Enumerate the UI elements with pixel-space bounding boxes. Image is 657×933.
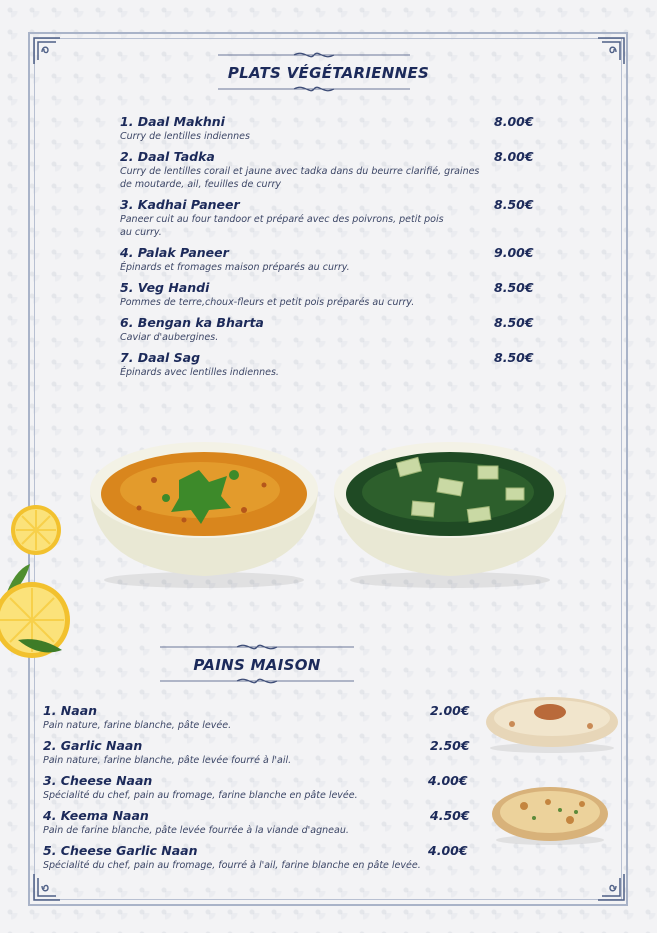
item-price: 4.50€ <box>430 808 470 823</box>
menu-item <box>120 114 490 143</box>
item-description: Pommes de terre,choux-fleurs et petit pois préparés au curry. <box>120 297 415 308</box>
item-price: 4.00€ <box>428 843 468 858</box>
item-description: Curry de lentilles indiennes <box>120 131 250 142</box>
item-price: 8.50€ <box>494 315 534 330</box>
corner-ornament-icon <box>596 872 626 902</box>
item-description: Spécialité du chef, pain au fromage, fourré à l'ail, farine blanche en pâte levée. <box>43 860 421 871</box>
item-description: Pain de farine blanche, pâte levée fourrée à la viande d'agneau. <box>43 825 349 836</box>
item-name: 1. Daal Makhni <box>120 114 225 129</box>
item-description: Épinards et fromages maison préparés au curry. <box>120 262 350 273</box>
item-price: 8.00€ <box>494 149 534 164</box>
item-name: 2. Garlic Naan <box>43 738 143 753</box>
item-name: 5. Cheese Garlic Naan <box>43 843 198 858</box>
naan-image <box>482 690 622 758</box>
palak-paneer-bowl-image <box>328 430 572 590</box>
item-price: 8.50€ <box>494 197 534 212</box>
menu-item <box>120 197 450 239</box>
menu-item <box>43 738 473 767</box>
dal-bowl-image <box>84 430 324 590</box>
item-description: Caviar d'aubergines. <box>120 332 219 343</box>
lemon-decoration-image <box>0 500 80 674</box>
corner-ornament-icon <box>32 872 62 902</box>
divider-ornament-icon <box>160 642 354 652</box>
item-name: 6. Bengan ka Bharta <box>120 315 264 330</box>
divider-ornament-icon <box>218 84 410 94</box>
menu-item <box>120 245 490 274</box>
divider-ornament-icon <box>218 50 410 60</box>
divider-ornament-icon <box>160 676 354 686</box>
menu-item <box>120 149 490 191</box>
item-price: 2.00€ <box>430 703 470 718</box>
item-price: 4.00€ <box>428 773 468 788</box>
item-price: 2.50€ <box>430 738 470 753</box>
cheese-naan-image <box>490 782 610 850</box>
section-title-breads: PAINS MAISON <box>193 656 321 674</box>
item-description: Épinards avec lentilles indiennes. <box>120 367 279 378</box>
menu-item <box>43 703 473 732</box>
item-description: Spécialité du chef, pain au fromage, farine blanche en pâte levée. <box>43 790 358 801</box>
item-description: Curry de lentilles corail et jaune avec tadka dans du beurre clarifié, graines de moutarde, ail, feuilles de curry <box>120 166 480 190</box>
item-name: 3. Cheese Naan <box>43 773 153 788</box>
menu-item <box>120 315 490 344</box>
menu-item <box>43 773 473 802</box>
item-name: 4. Palak Paneer <box>120 245 229 260</box>
item-description: Pain nature, farine blanche, pâte levée. <box>43 720 232 731</box>
item-description: Pain nature, farine blanche, pâte levée fourré à l'ail. <box>43 755 292 766</box>
menu-item <box>43 843 483 872</box>
item-name: 3. Kadhai Paneer <box>120 197 240 212</box>
item-name: 4. Keema Naan <box>43 808 149 823</box>
item-name: 1. Naan <box>43 703 98 718</box>
item-price: 9.00€ <box>494 245 534 260</box>
menu-item <box>120 350 490 379</box>
item-price: 8.50€ <box>494 350 534 365</box>
item-name: 7. Daal Sag <box>120 350 201 365</box>
item-description: Paneer cuit au four tandoor et préparé avec des poivrons, petit pois au curry. <box>120 214 444 238</box>
item-price: 8.00€ <box>494 114 534 129</box>
corner-ornament-icon <box>32 36 62 66</box>
item-price: 8.50€ <box>494 280 534 295</box>
corner-ornament-icon <box>596 36 626 66</box>
menu-item <box>120 280 490 309</box>
item-name: 2. Daal Tadka <box>120 149 215 164</box>
menu-item <box>43 808 473 837</box>
item-name: 5. Veg Handi <box>120 280 210 295</box>
section-title-veg: PLATS VÉGÉTARIENNES <box>227 64 430 82</box>
